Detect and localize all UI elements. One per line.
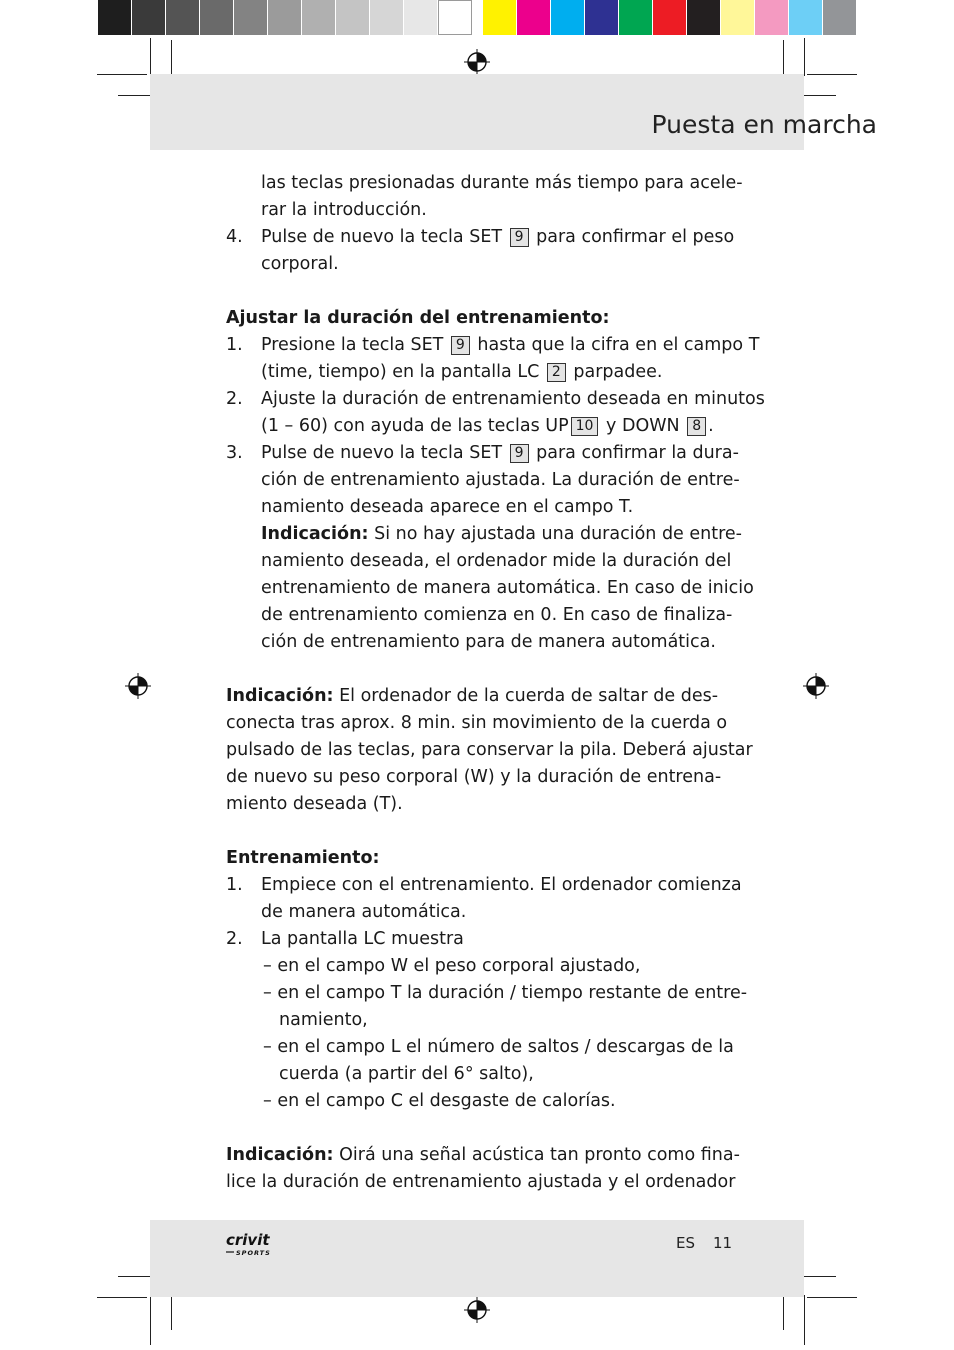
color-swatch <box>789 0 823 35</box>
list-item-line: La pantalla LC muestra <box>261 929 464 949</box>
color-swatch <box>370 0 404 35</box>
section-heading: Ajustar la duración del entrenamiento: <box>226 308 610 328</box>
list-item-line: ción de entrenamiento ajustada. La duración de entre- <box>261 470 740 490</box>
list-item-line <box>261 413 714 440</box>
list-item-line <box>261 359 662 386</box>
key-reference-badge: 9 <box>451 336 470 355</box>
list-item-line <box>261 332 759 359</box>
bullet-item: – en el campo L el número de saltos / descargas de la <box>263 1037 734 1057</box>
note-label: Indicación: <box>261 524 369 544</box>
note-label: Indicación: <box>226 686 334 706</box>
crop-mark <box>807 74 857 75</box>
color-swatch <box>132 0 166 35</box>
list-number: 3. <box>226 443 243 463</box>
color-swatch <box>336 0 370 35</box>
color-calibration-gray-bar <box>98 0 472 35</box>
list-item-line <box>261 440 739 467</box>
color-swatch <box>166 0 200 35</box>
paragraph-line: rar la introducción. <box>261 200 427 220</box>
list-number: 1. <box>226 335 243 355</box>
section-heading: Entrenamiento: <box>226 848 380 868</box>
list-item-line: de manera automática. <box>261 902 467 922</box>
crop-mark <box>97 1297 147 1298</box>
text-span: parpadee. <box>573 362 663 382</box>
note-line <box>226 683 718 710</box>
brand-wordmark: crivit <box>226 1231 270 1249</box>
text-span: para confirmar el peso <box>536 227 735 247</box>
color-swatch <box>823 0 857 35</box>
text-span: hasta que la cifra en el campo T <box>477 335 760 355</box>
list-number: 2. <box>226 929 243 949</box>
key-reference-badge: 10 <box>571 417 599 436</box>
note-line: de nuevo su peso corporal (W) y la duración de entrena- <box>226 767 722 787</box>
color-swatch <box>585 0 619 35</box>
text-span: (1 – 60) con ayuda de las teclas UP <box>261 416 569 436</box>
crop-mark <box>171 40 172 78</box>
bullet-item: – en el campo W el peso corporal ajustado, <box>263 956 641 976</box>
note-label: Indicación: <box>226 1145 334 1165</box>
color-swatch <box>551 0 585 35</box>
note-line: de entrenamiento comienza en 0. En caso de finaliza- <box>261 605 733 625</box>
color-swatch <box>721 0 755 35</box>
note-line: conecta tras aprox. 8 min. sin movimiento de la cuerda o <box>226 713 728 733</box>
registration-mark-icon <box>125 673 151 699</box>
color-swatch <box>404 0 438 35</box>
note-line: ción de entrenamiento para de manera automática. <box>261 632 716 652</box>
text-span: . <box>708 416 714 436</box>
list-number: 2. <box>226 389 243 409</box>
key-reference-badge: 8 <box>687 417 706 436</box>
crivit-sports-logo <box>226 1228 278 1258</box>
crop-mark <box>807 1297 857 1298</box>
note-line: lice la duración de entrenamiento ajustada y el ordenador <box>226 1172 736 1192</box>
color-swatch <box>98 0 132 35</box>
text-span: Oirá una señal acústica tan pronto como fina- <box>339 1145 740 1165</box>
crop-mark <box>171 1292 172 1330</box>
color-swatch <box>268 0 302 35</box>
key-reference-badge: 2 <box>547 363 566 382</box>
key-reference-badge: 9 <box>510 228 529 247</box>
color-calibration-process-bar <box>483 0 857 35</box>
note-line: pulsado de las teclas, para conservar la pila. Deberá ajustar <box>226 740 753 760</box>
footer-language-code: ES <box>676 1234 695 1252</box>
crop-mark <box>804 38 805 76</box>
bullet-item: – en el campo T la duración / tiempo restante de entre- <box>263 983 748 1003</box>
color-swatch <box>517 0 551 35</box>
color-swatch <box>438 0 472 35</box>
text-span: para confirmar la dura- <box>536 443 739 463</box>
color-swatch <box>653 0 687 35</box>
color-swatch <box>200 0 234 35</box>
crop-mark <box>804 1295 805 1345</box>
page-title: Puesta en marcha <box>651 110 877 139</box>
note-line <box>226 1142 740 1169</box>
registration-mark-icon <box>464 1297 490 1323</box>
note-line <box>261 521 742 548</box>
list-item-line: Empiece con el entrenamiento. El ordenador comienza <box>261 875 742 895</box>
note-line: miento deseada (T). <box>226 794 403 814</box>
page-number: 11 <box>713 1234 733 1252</box>
note-line: entrenamiento de manera automática. En caso de inicio <box>261 578 754 598</box>
text-span: El ordenador de la cuerda de saltar de des- <box>339 686 719 706</box>
color-swatch <box>302 0 336 35</box>
color-swatch <box>755 0 789 35</box>
list-number: 1. <box>226 875 243 895</box>
text-span: Presione la tecla SET <box>261 335 444 355</box>
text-span: Pulse de nuevo la tecla SET <box>261 443 503 463</box>
registration-mark-icon <box>464 49 490 75</box>
list-item-line <box>261 224 734 251</box>
key-reference-badge: 9 <box>510 444 529 463</box>
bullet-item: namiento, <box>279 1010 368 1030</box>
crop-mark <box>783 1292 784 1330</box>
list-item-line: corporal. <box>261 254 339 274</box>
bullet-item: – en el campo C el desgaste de calorías. <box>263 1091 616 1111</box>
text-span: (time, tiempo) en la pantalla LC <box>261 362 540 382</box>
list-item-line: Ajuste la duración de entrenamiento deseada en minutos <box>261 389 765 409</box>
note-line: namiento deseada, el ordenador mide la duración del <box>261 551 732 571</box>
text-span: Si no hay ajustada una duración de entre- <box>374 524 742 544</box>
crop-mark <box>783 40 784 78</box>
brand-subline: SPORTS <box>236 1249 271 1257</box>
color-swatch <box>619 0 653 35</box>
registration-mark-icon <box>803 673 829 699</box>
crop-mark <box>97 74 147 75</box>
list-number: 4. <box>226 227 243 247</box>
color-swatch <box>234 0 268 35</box>
text-span: Pulse de nuevo la tecla SET <box>261 227 503 247</box>
crop-mark <box>150 38 151 76</box>
text-span: y DOWN <box>606 416 680 436</box>
bullet-item: cuerda (a partir del 6° salto), <box>279 1064 534 1084</box>
list-item-line: namiento deseada aparece en el campo T. <box>261 497 634 517</box>
color-swatch <box>687 0 721 35</box>
crop-mark <box>150 1295 151 1345</box>
color-swatch <box>483 0 517 35</box>
paragraph-line: las teclas presionadas durante más tiempo para acele- <box>261 173 743 193</box>
